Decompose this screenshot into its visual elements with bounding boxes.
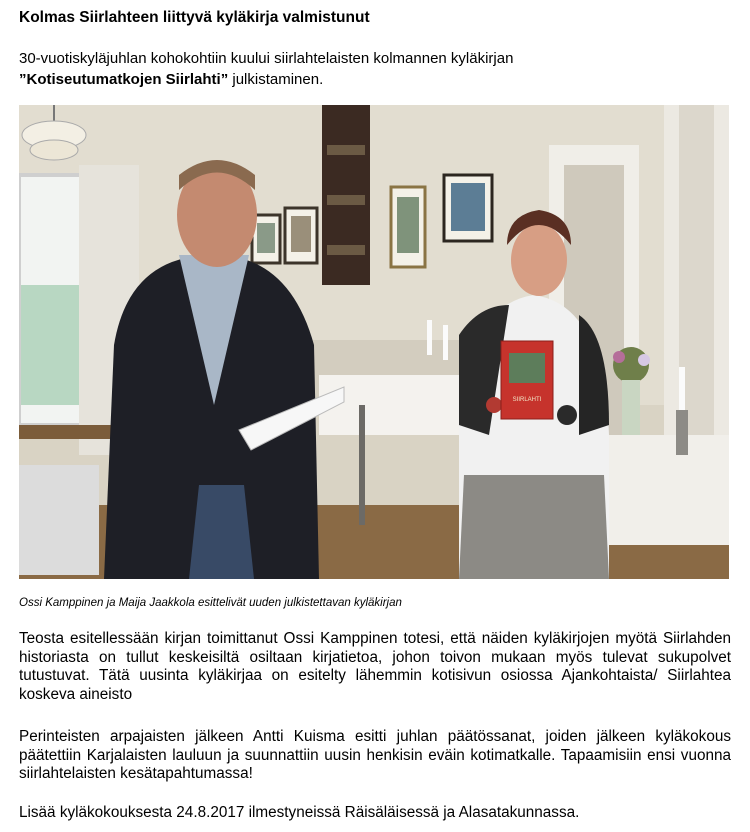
photo-caption: Ossi Kamppinen ja Maija Jaakkola esittelivät uuden julkistettavan kyläkirjan bbox=[19, 597, 402, 609]
wall-tapestry bbox=[322, 105, 370, 285]
book-cover bbox=[501, 341, 553, 419]
article-intro bbox=[19, 48, 594, 90]
paragraph-1: Teosta esitellessään kirjan toimittanut Ossi Kamppinen totesi, että näiden kyläkirjojen myötä Siirlahden historiasta on tullut keskeisiltä osiltaan kirjatietoa, johon toivon mukaan myös tulevat sukupolvet tutustuvat. Tätä uusinta kyläkirjaa on esitelty lähemmin kotisivun osiossa Ajankohtaista/ Siirlahtea koskeva aineisto bbox=[19, 630, 731, 703]
paragraph-2: Perinteisten arpajaisten jälkeen Antti Kuisma esitti juhlan päätössanat, joiden jälkeen kyläkokous päätettiin Karjalaisten lauluun ja suunnattiin uusin henkisin eväin kotimatkalle. Tapaamisiin ensi vuonna siirlahtelaisten kesätapahtumassa! bbox=[19, 728, 731, 783]
intro-text-end: julkistaminen. bbox=[228, 71, 324, 88]
event-photo-illustration bbox=[19, 105, 729, 579]
paragraph-3: Lisää kyläkokouksesta 24.8.2017 ilmestyneissä Räisäläisessä ja Alasatakunnassa. bbox=[19, 804, 580, 821]
event-photo bbox=[19, 105, 729, 579]
book-title: ”Kotiseutumatkojen Siirlahti” bbox=[19, 71, 229, 88]
book-cover-text: SIIRLAHTI bbox=[512, 397, 542, 403]
article-title: Kolmas Siirlahteen liittyvä kyläkirja valmistunut bbox=[19, 9, 370, 26]
intro-text: 30-vuotiskyläjuhlan kohokohtiin kuului siirlahtelaisten kolmannen kyläkirjan bbox=[19, 50, 514, 67]
